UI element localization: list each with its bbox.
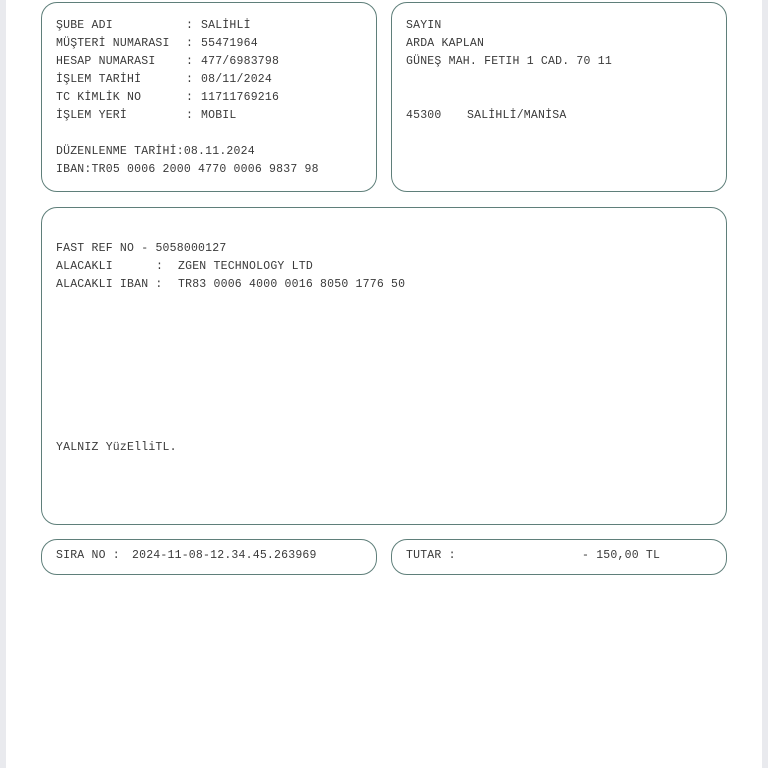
account-row-label: İŞLEM TARİHİ xyxy=(56,73,142,86)
total-value: - 150,00 TL xyxy=(582,549,661,562)
fast-ref-label: FAST REF NO - xyxy=(56,242,149,255)
account-row-colon: : xyxy=(186,73,194,86)
fast-ref-line xyxy=(56,240,226,258)
iban-line xyxy=(56,161,319,179)
sequence-value: 2024-11-08-12.34.45.263969 xyxy=(132,549,317,562)
account-row-label: HESAP NUMARASI xyxy=(56,55,156,68)
account-row-colon: : xyxy=(186,37,194,50)
iban-label: IBAN: xyxy=(56,163,92,176)
account-row-colon: : xyxy=(186,19,194,32)
iban-value: TR05 0006 2000 4770 0006 9837 98 xyxy=(91,163,319,176)
address-box xyxy=(391,2,727,192)
account-row-value: MOBIL xyxy=(201,109,237,122)
creditor-colon: : xyxy=(156,260,164,273)
account-row-value: 08/11/2024 xyxy=(201,73,273,86)
postal-code: 45300 xyxy=(406,109,442,122)
total-label: TUTAR : xyxy=(406,549,456,562)
transaction-detail-box xyxy=(41,207,727,525)
account-row-colon: : xyxy=(186,109,194,122)
salutation: SAYIN xyxy=(406,19,442,32)
account-row-label: TC KİMLİK NO xyxy=(56,91,142,104)
issue-date-value: 08.11.2024 xyxy=(183,145,255,158)
creditor-iban-label: ALACAKLI IBAN : xyxy=(56,278,163,291)
account-row-colon: : xyxy=(186,91,194,104)
account-row-label: ŞUBE ADI xyxy=(56,19,113,32)
sequence-label: SIRA NO : xyxy=(56,549,120,562)
account-row-value: SALİHLİ xyxy=(201,19,251,32)
creditor-iban-value: TR83 0006 4000 0016 8050 1776 50 xyxy=(178,278,406,291)
creditor-label: ALACAKLI xyxy=(56,260,113,273)
account-row-label: MÜŞTERİ NUMARASI xyxy=(56,37,170,50)
account-row-colon: : xyxy=(186,55,194,68)
city: SALİHLİ/MANİSA xyxy=(467,109,567,122)
total-box xyxy=(391,539,727,575)
account-row-value: 477/6983798 xyxy=(201,55,280,68)
account-row-value: 11711769216 xyxy=(201,91,280,104)
issue-date-line xyxy=(56,143,255,161)
account-info-box xyxy=(41,2,377,192)
sequence-box xyxy=(41,539,377,575)
creditor-value: ZGEN TECHNOLOGY LTD xyxy=(178,260,313,273)
issue-date-label: DÜZENLENME TARİHİ: xyxy=(56,145,184,158)
account-row-label: İŞLEM YERİ xyxy=(56,109,128,122)
recipient-name: ARDA KAPLAN xyxy=(406,37,485,50)
account-row-value: 55471964 xyxy=(201,37,258,50)
street-address: GÜNEŞ MAH. FETIH 1 CAD. 70 11 xyxy=(406,55,612,68)
fast-ref-value: 5058000127 xyxy=(155,242,227,255)
amount-in-words: YALNIZ YüzElliTL. xyxy=(56,441,177,454)
